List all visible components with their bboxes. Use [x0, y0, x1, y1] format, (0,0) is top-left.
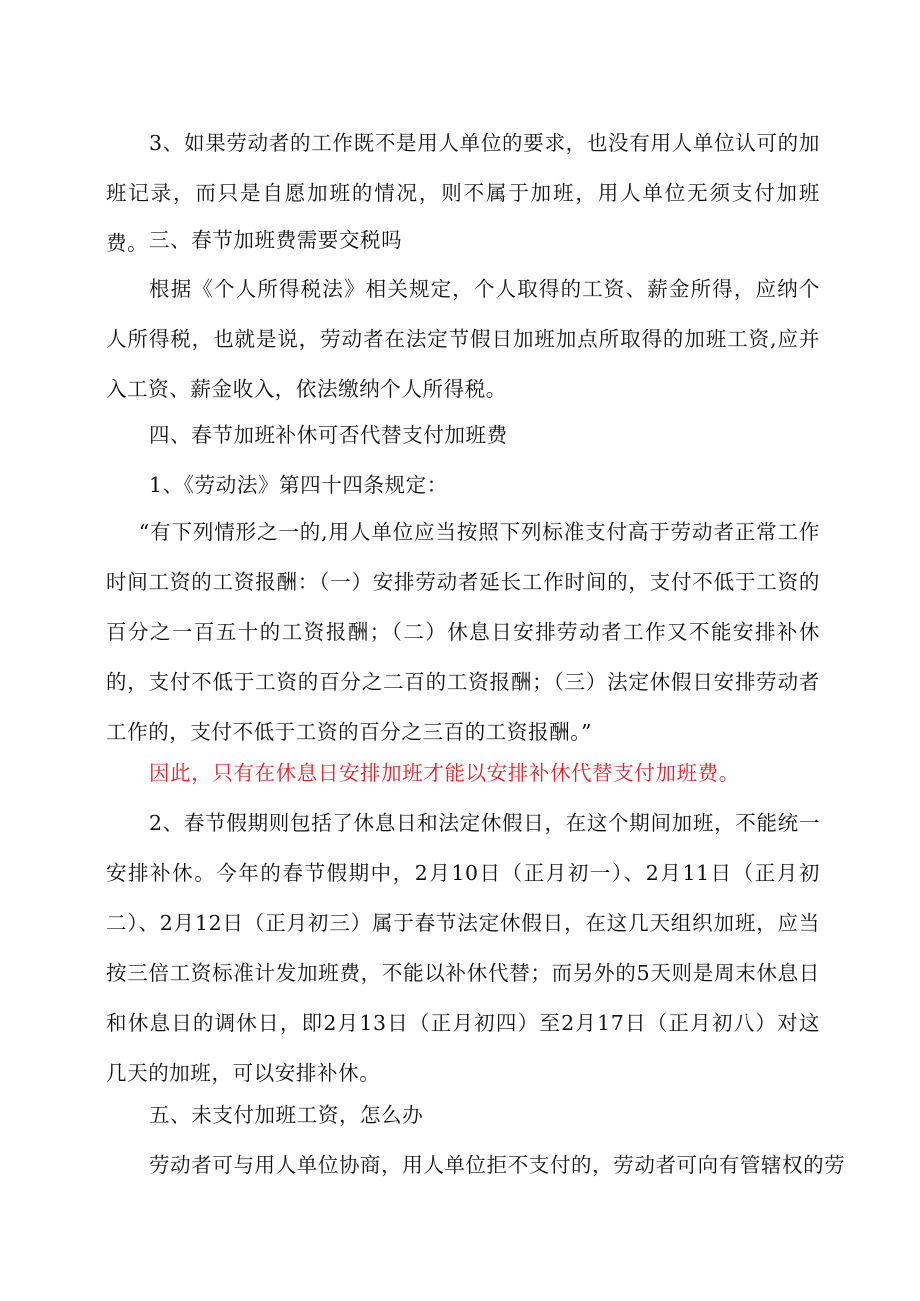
paragraph-negotiation: 劳动者可与用人单位协商，用人单位拒不支付的，劳动者可向有管辖权的劳 — [149, 1153, 846, 1177]
paragraph-highlight-conclusion: 因此，只有在休息日安排加班才能以安排补休代替支付加班费。 — [149, 761, 740, 785]
section-heading-unpaid-overtime: 五、未支付加班工资，怎么办 — [149, 1103, 424, 1127]
section-heading-compensatory-leave: 四、春节加班补休可否代替支付加班费 — [149, 423, 508, 447]
paragraph-point-3: 3、如果劳动者的工作既不是用人单位的要求，也没有用人单位认可的加班记录，而只是自愿加班的情况，则不属于加班，用人单位无须支付加班费。 — [106, 131, 820, 255]
section-heading-tax: 三、春节加班费需要交税吗 — [149, 228, 403, 252]
paragraph-law-quote: “有下列情形之一的,用人单位应当按照下列标准支付高于劳动者正常工作时间工资的工资报酬：（一）安排劳动者延长工作时间的，支付不低于工资的百分之一百五十的工资报酬；（二）休息日安排劳动者工作又不能安排补休的，支付不低于工资的百分之二百的工资报酬；（三）法定休假日安排劳动者工作的，支付不低于工资的百分之三百的工资报酬。” — [106, 520, 820, 744]
paragraph-tax-rule: 根据《个人所得税法》相关规定，个人取得的工资、薪金所得，应纳个人所得税，也就是说，劳动者在法定节假日加班加点所取得的加班工资,应并入工资、薪金收入，依法缴纳个人所得税。 — [106, 277, 820, 401]
paragraph-labor-law-article: 1、《劳动法》第四十四条规定： — [149, 473, 448, 497]
paragraph-spring-festival-holidays: 2、春节假期则包括了休息日和法定休假日，在这个期间加班，不能统一安排补休。今年的春节假期中，2月10日（正月初一）、2月11日（正月初二）、2月12日（正月初三）属于春节法定休假日，在这几天组织加班，应当按三倍工资标准计发加班费，不能以补休代替；而另外的5天则是周末休息日和休息日的调休日，即2月13日（正月初四）至2月17日（正月初八）对这几天的加班，可以安排补休。 — [106, 811, 820, 1085]
